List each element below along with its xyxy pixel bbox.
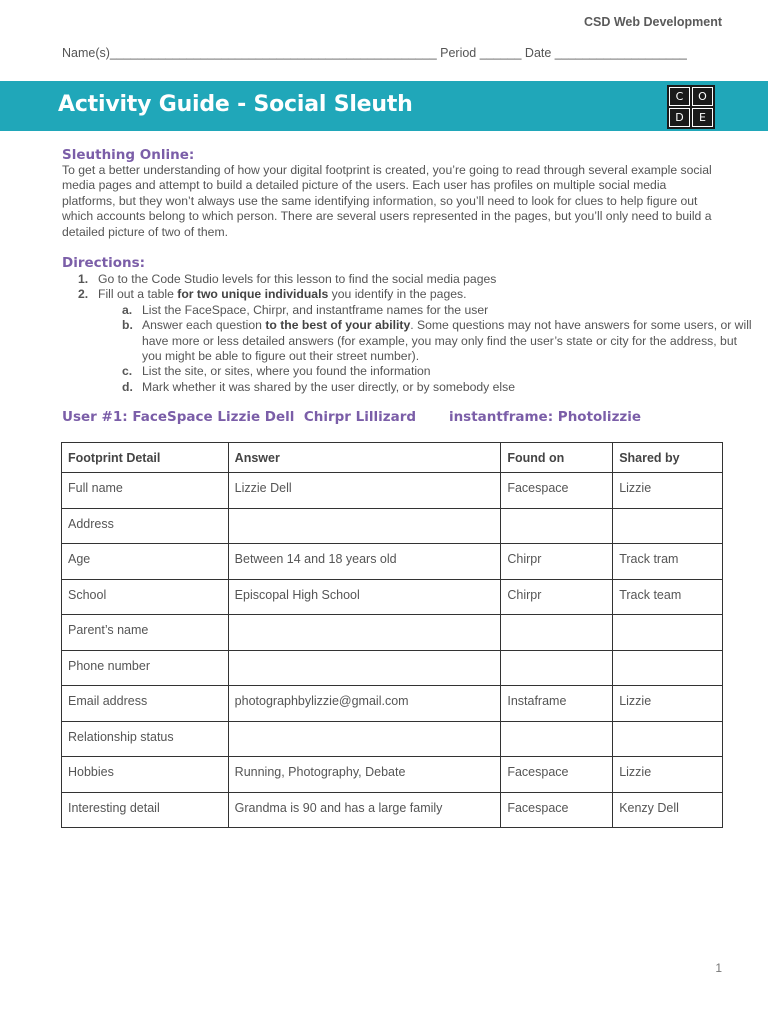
logo-letter: C — [669, 87, 690, 106]
column-header: Found on — [501, 443, 613, 473]
user1-heading: User #1: FaceSpace Lizzie Dell Chirpr Lillizard instantframe: Photolizzie — [62, 409, 642, 425]
table-cell: Chirpr — [501, 579, 613, 615]
sub-item — [122, 318, 758, 364]
table-cell: Lizzie — [613, 686, 723, 722]
table-cell: Between 14 and 18 years old — [228, 544, 501, 580]
item-text: Fill out a table — [98, 287, 178, 302]
table-cell: Kenzy Dell — [613, 792, 723, 828]
table-cell: Chirpr — [501, 544, 613, 580]
table-cell: Hobbies — [62, 757, 229, 793]
table-row — [62, 721, 723, 757]
table-cell — [613, 615, 723, 651]
logo-letter: D — [669, 108, 690, 127]
logo-letter: O — [692, 87, 713, 106]
table-cell: Age — [62, 544, 229, 580]
table-row — [62, 650, 723, 686]
table-row — [62, 544, 723, 580]
item-text: you identify in the pages. — [328, 287, 467, 302]
table-row — [62, 792, 723, 828]
table-header-row — [62, 443, 723, 473]
sleuthing-heading: Sleuthing Online: — [62, 147, 195, 163]
table-cell: Lizzie — [613, 757, 723, 793]
table-cell — [228, 721, 501, 757]
table-row — [62, 508, 723, 544]
table-cell: Phone number — [62, 650, 229, 686]
table-cell: Interesting detail — [62, 792, 229, 828]
table-row — [62, 473, 723, 509]
table-cell: Running, Photography, Debate — [228, 757, 501, 793]
table-cell: Episcopal High School — [228, 579, 501, 615]
table-body — [62, 473, 723, 828]
table-cell: Email address — [62, 686, 229, 722]
table-cell: Track team — [613, 579, 723, 615]
table-cell — [613, 650, 723, 686]
direction-item — [78, 287, 758, 395]
table-cell: Grandma is 90 and has a large family — [228, 792, 501, 828]
table-cell: Lizzie Dell — [228, 473, 501, 509]
table-cell: Lizzie — [613, 473, 723, 509]
table-cell — [501, 508, 613, 544]
page-title: Activity Guide - Social Sleuth — [58, 92, 413, 117]
sub-list — [98, 303, 758, 395]
table-cell: photographbylizzie@gmail.com — [228, 686, 501, 722]
table-cell: Facespace — [501, 473, 613, 509]
table-row — [62, 757, 723, 793]
sub-text: . Some questions may not have answers for some users, or will have more or less detailed answers (for example, you may only find the user’s state or city for the address, but you might be able to figure out their street number). — [142, 318, 752, 364]
table-cell: School — [62, 579, 229, 615]
code-logo — [667, 85, 715, 129]
table-cell: Facespace — [501, 757, 613, 793]
sub-item — [122, 379, 758, 395]
table-cell: Facespace — [501, 792, 613, 828]
sub-text: Mark whether it was shared by the user directly, or by somebody else — [142, 379, 516, 394]
sub-letter: b. — [122, 318, 133, 333]
sub-item — [122, 302, 758, 318]
footprint-table — [61, 442, 723, 828]
table-cell: Address — [62, 508, 229, 544]
table-cell — [228, 650, 501, 686]
sub-text: List the site, or sites, where you found the information — [142, 364, 431, 379]
item-bold-text: for two unique individuals — [177, 287, 329, 302]
item-text: Go to the Code Studio levels for this lesson to find the social media pages — [98, 272, 497, 286]
sub-text: Answer each question — [142, 318, 266, 333]
column-header: Footprint Detail — [62, 443, 229, 473]
name-period-date-line: Name(s)_______________________________________________ Period ______ Date ___________________ — [62, 46, 687, 60]
sub-text: List the FaceSpace, Chirpr, and instantframe names for the user — [142, 302, 489, 317]
sub-letter: c. — [122, 364, 133, 379]
table-cell — [613, 721, 723, 757]
course-label: CSD Web Development — [584, 15, 722, 29]
directions-list — [62, 272, 758, 395]
table-cell: Parent’s name — [62, 615, 229, 651]
column-header: Shared by — [613, 443, 723, 473]
sub-letter: d. — [122, 379, 133, 394]
table-cell — [228, 615, 501, 651]
page-number: 1 — [715, 961, 722, 975]
table-cell — [228, 508, 501, 544]
table-row — [62, 686, 723, 722]
table-cell — [501, 721, 613, 757]
logo-letter: E — [692, 108, 713, 127]
sub-item — [122, 364, 758, 379]
table-cell — [501, 615, 613, 651]
table-row — [62, 615, 723, 651]
item-number: 1. — [78, 272, 89, 286]
table-cell: Relationship status — [62, 721, 229, 757]
table-cell — [501, 650, 613, 686]
sub-bold-text: to the best of your ability — [265, 318, 411, 333]
direction-item — [78, 272, 758, 287]
table-cell — [613, 508, 723, 544]
table-cell: Instaframe — [501, 686, 613, 722]
directions-heading: Directions: — [62, 255, 146, 271]
table-row — [62, 579, 723, 615]
column-header: Answer — [228, 443, 501, 473]
item-number: 2. — [78, 287, 89, 302]
sub-letter: a. — [122, 302, 133, 317]
table-cell: Full name — [62, 473, 229, 509]
sleuthing-paragraph: To get a better understanding of how your digital footprint is created, you’re going to read through several example social media pages and attempt to build a detailed picture of the users. Each user has profiles on multiple social media platforms, but they won’t always use the same identifying information, so you’ll need to look for clues to help figure out which accounts belong to which person. There are several users represented in the pages, but you’ll only need to build a detailed picture of two of them. — [62, 163, 712, 239]
table-cell: Track tram — [613, 544, 723, 580]
